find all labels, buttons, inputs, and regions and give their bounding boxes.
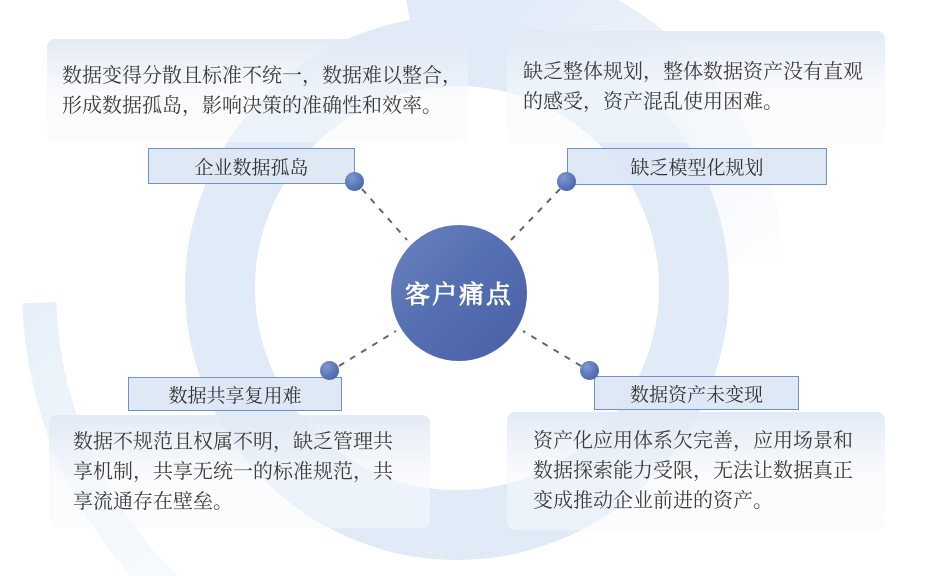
connector-line-bottom-right bbox=[523, 331, 581, 366]
pain-point-description-top-right: 缺乏整体规划，整体数据资产没有直观的感受，资产混乱使用困难。 bbox=[523, 61, 863, 113]
center-circle bbox=[391, 225, 527, 361]
connector-line-bottom-left bbox=[339, 331, 396, 366]
center-circle-label: 客户痛点 bbox=[404, 281, 513, 309]
pain-point-title-top-left: 企业数据孤岛 bbox=[194, 157, 309, 179]
connector-dot-top-right bbox=[557, 172, 576, 191]
pain-point-label-top-right bbox=[567, 148, 827, 185]
pain-point-label-top-left bbox=[148, 148, 355, 184]
pain-point-card-bottom-left bbox=[49, 415, 430, 528]
pain-point-card-top-left bbox=[47, 39, 468, 142]
pain-point-description-bottom-left: 数据不规范且权属不明，缺乏管理共享机制，共享无统一的标准规范，共享流通存在壁垒。 bbox=[73, 430, 393, 513]
connector-line-top-left bbox=[362, 189, 407, 240]
pain-point-card-top-right bbox=[507, 31, 885, 143]
pain-point-title-bottom-right: 数据资产未变现 bbox=[629, 384, 763, 406]
pain-point-label-bottom-right bbox=[594, 376, 799, 410]
pain-point-title-top-right: 缺乏模型化规划 bbox=[630, 158, 764, 179]
connector-dot-bottom-right bbox=[580, 361, 599, 380]
connector-line-top-right bbox=[511, 189, 560, 240]
pain-point-label-bottom-left bbox=[128, 377, 342, 411]
pain-point-card-bottom-right bbox=[507, 412, 885, 530]
pain-point-description-bottom-right: 资产化应用体系欠完善，应用场景和数据探索能力受限，无法让数据真正变成推动企业前进的资产。 bbox=[533, 430, 853, 512]
pain-point-title-bottom-left: 数据共享复用难 bbox=[168, 385, 302, 407]
connector-dot-bottom-left bbox=[320, 361, 339, 380]
pain-point-description-top-left: 数据变得分散且标准不统一，数据难以整合，形成数据孤岛，影响决策的准确性和效率。 bbox=[62, 64, 462, 117]
connector-dot-top-left bbox=[345, 172, 364, 191]
